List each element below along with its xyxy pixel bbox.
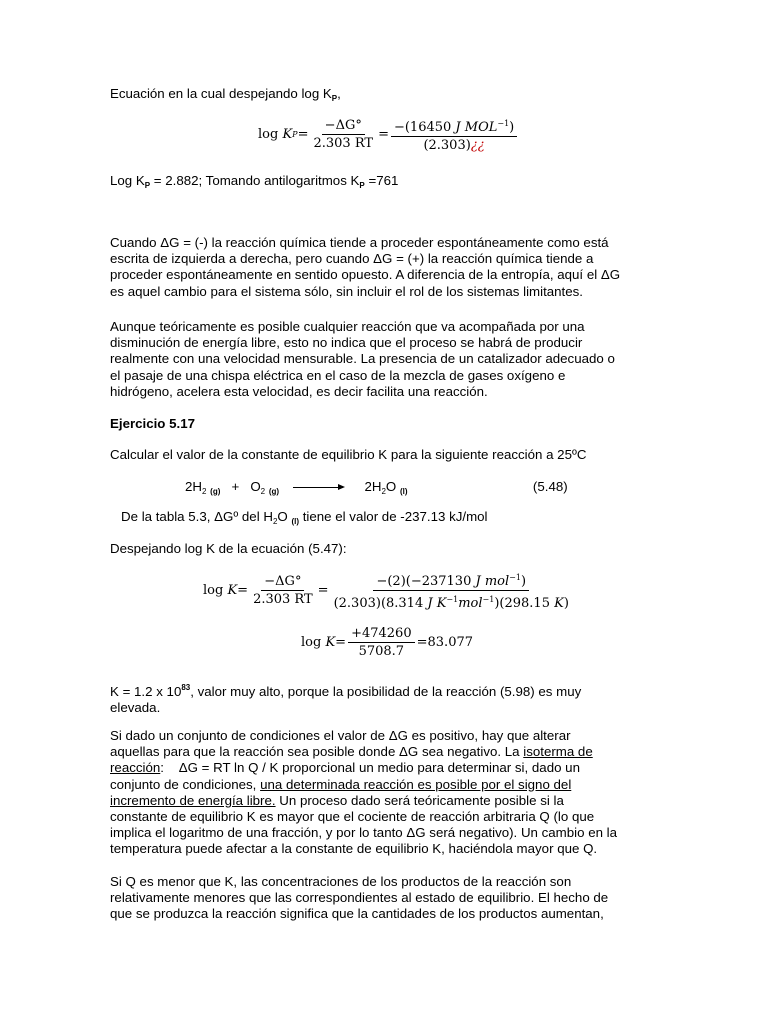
- reactant-o2-sub: 2: [260, 487, 266, 496]
- reactant-h2: 2H: [185, 479, 202, 494]
- reaction-arrow-icon: [293, 487, 343, 488]
- log-kp-text: Log K: [110, 173, 145, 188]
- isotherm-term-2: reacción: [110, 760, 161, 776]
- log-kp-sub-1: P: [144, 181, 151, 190]
- reaction-line: [185, 479, 605, 500]
- table-value-state: (l): [291, 517, 300, 526]
- paragraph-table-value: [121, 509, 671, 530]
- eq2-f2-exp: −1: [509, 573, 521, 582]
- reaction-number: (5.48): [532, 479, 568, 494]
- eq3-equals: =: [335, 635, 347, 650]
- eq2-f2-numerator: [373, 570, 529, 591]
- reactant-h2-sub: 2: [202, 487, 207, 496]
- eq2-f1-numerator: −ΔG°: [261, 574, 304, 591]
- table-value-sub: 2: [272, 517, 278, 526]
- reactant-h2-state: (g): [210, 487, 221, 496]
- eq1-f2-units: J MOL: [455, 120, 498, 135]
- k-value-exponent: 83: [181, 683, 191, 692]
- paragraph-intro: [110, 86, 660, 107]
- eq2-f2-num-a: −(2)(−237130: [376, 574, 476, 589]
- delta-g-line-4: es aquel cambio para el sistema sólo, sin incluir el rol de los sistemas limitantes.: [110, 283, 583, 299]
- paragraph-solve-log-k: Despejando log K de la ecuación (5.47):: [110, 541, 347, 556]
- eq2-log: log: [203, 583, 224, 598]
- isotherm-line-7: implica el logaritmo de una fracción, y por lo tanto ΔG será negativo). Un cambio en la: [110, 825, 618, 841]
- table-value-o: O: [277, 509, 288, 524]
- eq1-log: log: [258, 127, 279, 142]
- reactant-o2: O: [250, 479, 261, 494]
- product-h2o-state: (l): [399, 487, 408, 496]
- isotherm-line-2-text: aquellas para que la reacción sea posible donde ΔG sea negativo. La: [110, 744, 524, 760]
- eq3-k: K: [325, 635, 336, 650]
- eq1-k-sub: P: [292, 130, 298, 139]
- eq3-log: log: [301, 635, 322, 650]
- isotherm-line-6: constante de equilibrio K es mayor que el cociente de reacción arbitraria Q (lo que: [110, 809, 595, 825]
- eq1-fraction-2: [391, 116, 517, 153]
- eq3-result: 83.077: [427, 635, 474, 650]
- eq1-f1-numerator: −ΔG°: [322, 118, 365, 135]
- paragraph-log-kp-result: [110, 173, 660, 194]
- paragraph-catalyst: [110, 319, 660, 400]
- eq1-k: K: [282, 127, 293, 142]
- equation-log-k: [203, 570, 574, 611]
- equation-log-k-result: [301, 626, 473, 659]
- intro-text: Ecuación en la cual despejando log K: [110, 86, 332, 101]
- eq2-f2-den-a: (2.303)(8.314: [333, 596, 428, 611]
- eq2-f2-den-jk: J K: [427, 596, 447, 611]
- isotherm-line-4-text: conjunto de condiciones,: [110, 776, 261, 792]
- q-less-k-line-3: que se produzca la reacción significa que la cantidades de los productos aumentan,: [110, 906, 604, 922]
- eq1-f2-num-b: ): [509, 120, 515, 135]
- catalyst-line-3: realmente con una velocidad mensurable. La presencia de un catalizador adecuado o: [110, 351, 615, 367]
- paragraph-exercise-prompt: Calcular el valor de la constante de equilibrio K para la siguiente reacción a 25ºC: [110, 447, 587, 462]
- k-value-text-2: , valor muy alto, porque la posibilidad de la reacción (5.98) es muy: [190, 684, 582, 699]
- eq2-f2-den-c: ): [563, 596, 569, 611]
- reactant-o2-state: (g): [268, 487, 280, 496]
- eq1-f2-num-a: −(16450: [393, 120, 456, 135]
- eq1-equals-2: =: [378, 127, 389, 142]
- eq2-equals: =: [237, 583, 249, 598]
- q-less-k-line-1: Si Q es menor que K, las concentraciones de los productos de la reacción son: [110, 874, 572, 889]
- eq3-equals-2: =: [416, 635, 428, 650]
- eq1-equals: =: [297, 127, 309, 142]
- eq1-f2-exp: −1: [497, 119, 510, 128]
- table-value-text: De la tabla 5.3, ΔGº del H: [121, 509, 273, 524]
- eq2-f2-den-mol: mol: [458, 596, 483, 611]
- product-h2o: 2H: [364, 479, 382, 494]
- intro-end: ,: [337, 86, 341, 101]
- eq2-f2-den-exp2: −1: [482, 595, 495, 604]
- catalyst-line-2: disminución de energía libre, esto no indica que el proceso se habrá de producir: [110, 335, 583, 351]
- eq2-fraction-2: [331, 570, 572, 611]
- isotherm-line-5-text: Un proceso dado será teóricamente posible si la: [275, 792, 564, 808]
- eq1-f1-denominator: 2.303 RT: [313, 136, 374, 151]
- eq1-f2-glyph: ¿¿: [470, 138, 485, 153]
- isotherm-line-8: temperatura puede afectar a la constante de equilibrio K, haciéndola mayor que Q.: [110, 841, 598, 857]
- product-h2o-o: O: [385, 479, 397, 494]
- isotherm-underlined-2: incremento de energía libre.: [110, 792, 276, 808]
- catalyst-line-5: hidrógeno, acelera esta velocidad, es decir facilita una reacción.: [110, 383, 488, 399]
- log-kp-sub-2: P: [359, 181, 365, 190]
- eq2-f1-denominator: 2.303 RT: [253, 592, 313, 607]
- q-less-k-line-2: relativamente menores que las correspondientes al estado de equilibrio. El hecho de: [110, 890, 609, 906]
- isotherm-term-1: isoterma de: [523, 744, 593, 760]
- paragraph-q-less-k: [110, 874, 660, 923]
- delta-g-line-2: escrita de izquierda a derecha, pero cuando ΔG = (+) la reacción química tiende a: [110, 251, 594, 267]
- paragraph-delta-g: [110, 235, 660, 300]
- reaction-plus: +: [231, 479, 240, 494]
- table-value-text-2: tiene el valor de -237.13 kJ/mol: [299, 509, 488, 524]
- paragraph-isotherm: [110, 728, 660, 858]
- isotherm-line-5: [110, 793, 660, 809]
- eq3-numerator: +474260: [348, 626, 415, 643]
- isotherm-line-4: [110, 777, 660, 793]
- equation-log-kp: [258, 116, 519, 153]
- paragraph-k-value: [110, 680, 660, 716]
- log-kp-text-3: =761: [364, 173, 399, 188]
- eq1-f2-denominator: [420, 137, 487, 153]
- catalyst-line-4: el pasaje de una chispa eléctrica en el caso de la mezcla de gases oxígeno e: [110, 367, 566, 383]
- log-kp-text-2: = 2.882; Tomando antilogaritmos K: [150, 173, 360, 188]
- eq3-denominator: 5708.7: [358, 644, 405, 659]
- reaction-equation: [185, 479, 605, 500]
- eq2-f2-den-b: )(298.15: [494, 596, 555, 611]
- eq1-f2-den: (2.303): [423, 138, 471, 153]
- isotherm-underlined-1: una determinada reacción es posible por el signo del: [260, 776, 572, 792]
- product-h2o-sub: 2: [381, 487, 386, 496]
- eq2-f2-denominator: [331, 591, 572, 611]
- eq2-equals-2: =: [317, 583, 329, 598]
- eq1-f2-numerator: [391, 116, 517, 137]
- eq2-f2-units: J mol: [475, 574, 510, 589]
- isotherm-formula: : ΔG = RT ln Q / K proporcional un medio para determinar si, dado un: [160, 760, 580, 776]
- delta-g-line-1: Cuando ΔG = (-) la reacción química tiende a proceder espontáneamente como está: [110, 235, 609, 250]
- isotherm-line-2: [110, 744, 660, 760]
- isotherm-line-1: Si dado un conjunto de condiciones el valor de ΔG es positivo, hay que alterar: [110, 728, 571, 743]
- eq3-fraction: [348, 626, 415, 659]
- intro-subscript: P: [331, 94, 338, 103]
- eq2-fraction-1: [250, 574, 316, 607]
- eq2-f2-num-b: ): [520, 574, 527, 589]
- delta-g-line-3: proceder espontáneamente en sentido opuesto. A diferencia de la entropía, aquí el ΔG: [110, 267, 621, 283]
- isotherm-line-3: [110, 760, 660, 776]
- eq2-f2-den-k: K: [554, 596, 564, 611]
- k-value-line-1: [110, 680, 660, 700]
- eq2-f2-den-exp1: −1: [446, 595, 459, 604]
- eq2-k: K: [227, 583, 238, 598]
- eq1-fraction-1: [310, 118, 376, 151]
- k-value-line-2: elevada.: [110, 700, 161, 716]
- k-value-text: K = 1.2 x 10: [110, 684, 182, 699]
- catalyst-line-1: Aunque teóricamente es posible cualquier reacción que va acompañada por una: [110, 319, 585, 334]
- heading-exercise: Ejercicio 5.17: [110, 416, 196, 431]
